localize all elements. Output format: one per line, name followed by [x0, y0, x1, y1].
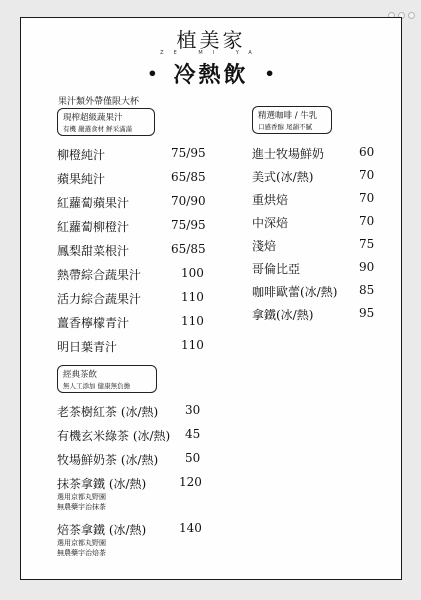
brand-name: 植美家 — [176, 28, 246, 52]
item-price: 60 — [359, 145, 375, 159]
item-price: 70 — [359, 191, 375, 205]
coffee-section-title: 精選咖啡 / 牛乳 — [258, 111, 318, 121]
item-price: 45 — [185, 427, 201, 441]
item-price: 85 — [359, 283, 375, 297]
item-price: 110 — [181, 290, 204, 304]
item-name: 重烘焙 — [252, 193, 289, 207]
item-name: 美式(冰/熱) — [252, 170, 314, 184]
item-price: 110 — [181, 338, 204, 352]
item-name: 拿鐵(冰/熱) — [252, 308, 314, 322]
juice-takeout-note: 果汁類外帶僅限大杯 — [58, 97, 140, 107]
juice-section-title: 現榨超級蔬果汁 — [63, 113, 123, 123]
item-name: 抹茶拿鐵 (冰/熱) — [57, 477, 147, 491]
item-price: 70 — [359, 168, 375, 182]
juice-section-header — [57, 108, 155, 136]
item-price: 65/85 — [171, 242, 206, 256]
menu-sheet — [20, 17, 402, 580]
item-name: 熱帶綜合蔬果汁 — [57, 268, 142, 282]
coffee-section-header — [252, 106, 332, 134]
item-name: 老茶樹紅茶 (冰/熱) — [57, 405, 159, 419]
item-name: 牧場鮮奶茶 (冰/熱) — [57, 453, 159, 467]
control-dot — [408, 12, 415, 19]
item-price: 30 — [185, 403, 201, 417]
item-price: 140 — [179, 521, 202, 535]
tea-section-header — [57, 365, 157, 393]
item-name: 哥倫比亞 — [252, 262, 301, 276]
tea-section-title: 經典茶飲 — [63, 370, 98, 380]
item-price: 95 — [359, 306, 375, 320]
item-price: 70 — [359, 214, 375, 228]
item-note: 無農藥宇治焙茶 — [57, 549, 106, 557]
page-title: 冷熱飲 — [173, 62, 249, 88]
item-price: 110 — [181, 314, 204, 328]
item-price: 75/95 — [171, 146, 206, 160]
item-name: 咖啡歐蕾(冰/熱) — [252, 285, 338, 299]
title-bullet-right: • — [264, 64, 275, 83]
item-price: 65/85 — [171, 170, 206, 184]
item-name: 焙茶拿鐵 (冰/熱) — [57, 523, 147, 537]
item-name: 鳳梨甜菜根汁 — [57, 244, 130, 258]
item-name: 進士牧場鮮奶 — [252, 147, 325, 161]
item-note: 無農藥宇治抹茶 — [57, 503, 106, 511]
item-price: 75 — [359, 237, 375, 251]
item-price: 75/95 — [171, 218, 206, 232]
item-price: 90 — [359, 260, 375, 274]
item-note: 選用京都丸野園 — [57, 539, 106, 547]
tea-section-subtitle: 無人工添加 健康無負擔 — [63, 382, 131, 390]
title-row — [21, 58, 401, 89]
item-name: 蘋果純汁 — [57, 172, 106, 186]
title-bullet-left: • — [147, 64, 158, 83]
item-price: 70/90 — [171, 194, 206, 208]
item-name: 淺焙 — [252, 239, 277, 253]
item-name: 紅蘿蔔柳橙汁 — [57, 220, 130, 234]
item-price: 50 — [185, 451, 201, 465]
item-name: 薑香檸檬青汁 — [57, 316, 130, 330]
item-name: 活力綜合蔬果汁 — [57, 292, 142, 306]
item-note: 選用京都丸野園 — [57, 493, 106, 501]
item-name: 明日葉青汁 — [57, 340, 118, 354]
item-price: 120 — [179, 475, 202, 489]
item-name: 中深焙 — [252, 216, 289, 230]
item-name: 有機玄米綠茶 (冰/熱) — [57, 429, 171, 443]
item-price: 100 — [181, 266, 204, 280]
brand-romanization: ZE MI YA — [160, 50, 262, 56]
coffee-section-subtitle: 口感香醇 尾韻不膩 — [258, 123, 313, 131]
item-name: 紅蘿蔔蘋果汁 — [57, 196, 130, 210]
juice-section-subtitle: 有機 嚴選食材 鮮采滿滿 — [63, 125, 133, 133]
item-name: 柳橙純汁 — [57, 148, 106, 162]
